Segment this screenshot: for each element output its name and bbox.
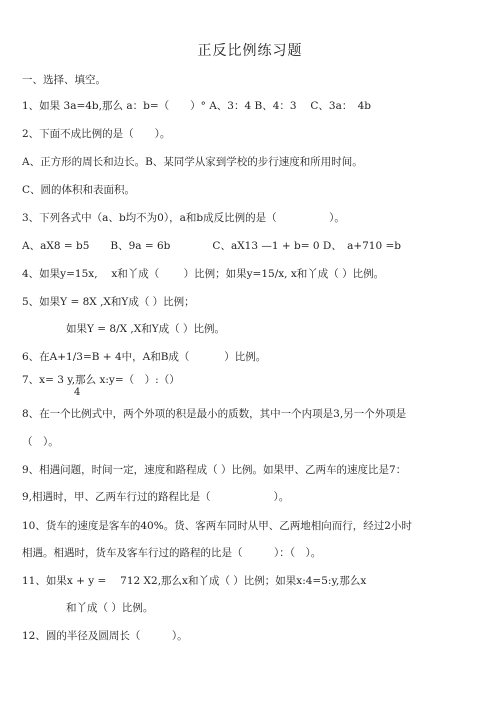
- section-heading: 一、选择、填空。: [22, 74, 106, 86]
- page-title: 正反比例练习题: [197, 43, 303, 59]
- question-2-option-ab: A、正方形的周长和边长。B、某同学从家到学校的步行速度和所用时间。: [22, 156, 363, 168]
- question-5: 5、如果Y = 8X ,X和Y成（ ）比例；: [22, 296, 195, 308]
- question-11-continued: 和丫成（ ）比例。: [66, 602, 154, 614]
- question-3-options: A、aX8 = b5 B、9a = 6b C、aX13 —1 + b= 0 D、 a+710 =b: [22, 240, 402, 252]
- question-11: 11、如果x + y = 712 X2,那么x和丫成（ ）比例；如果x:4=5:y,那么x: [22, 575, 367, 587]
- question-1: 1、如果 3a=4b,那么 a：b=（ ）° A、3：4 B、4：3 C、3a： 4b: [22, 100, 372, 112]
- question-7: 7、x= 3 y,那么 x:y=（ ）:（）: [22, 374, 180, 386]
- question-6: 6、在A+1/3=B + 4中，A和B成（ ）比例。: [22, 351, 267, 363]
- question-8: 8、在一个比例式中，两个外项的积是最小的质数，其中一个内项是3,另一个外项是: [22, 408, 407, 420]
- question-9: 9、相遇问题，时间一定，速度和路程成（ ）比例。如果甲、乙两车的速度比是7：: [22, 464, 407, 476]
- question-12: 12、圆的半径及圆周长（ ）。: [22, 630, 188, 642]
- question-9-continued: 9,相遇时，甲、乙两车行过的路程比是（ ）。: [22, 491, 290, 503]
- question-2-option-c: C、圆的体积和表面积。: [22, 184, 136, 196]
- question-5-part-2: 如果Y = 8/X ,X和Y成（ ）比例。: [66, 323, 226, 335]
- question-7-fraction-denominator: 4: [74, 387, 81, 398]
- question-4: 4、如果y=15x, x和丫成（ ）比例；如果y=15/x, x和丫成（ ）比例。: [22, 268, 385, 280]
- question-8-answer: （ ）。: [22, 436, 59, 448]
- question-2: 2、下面不成比例的是（ ）。: [22, 128, 171, 140]
- question-10: 10、货车的速度是客车的40%。货、客两车同时从甲、乙两地相向而行，经过2小时: [22, 520, 412, 532]
- question-3: 3、下列各式中（a、b均不为0），a和b成反比例的是（ ）。: [22, 212, 345, 224]
- question-10-continued: 相遇。相遇时，货车及客车行过的路程的比是（ ）：（ ）。: [22, 547, 322, 559]
